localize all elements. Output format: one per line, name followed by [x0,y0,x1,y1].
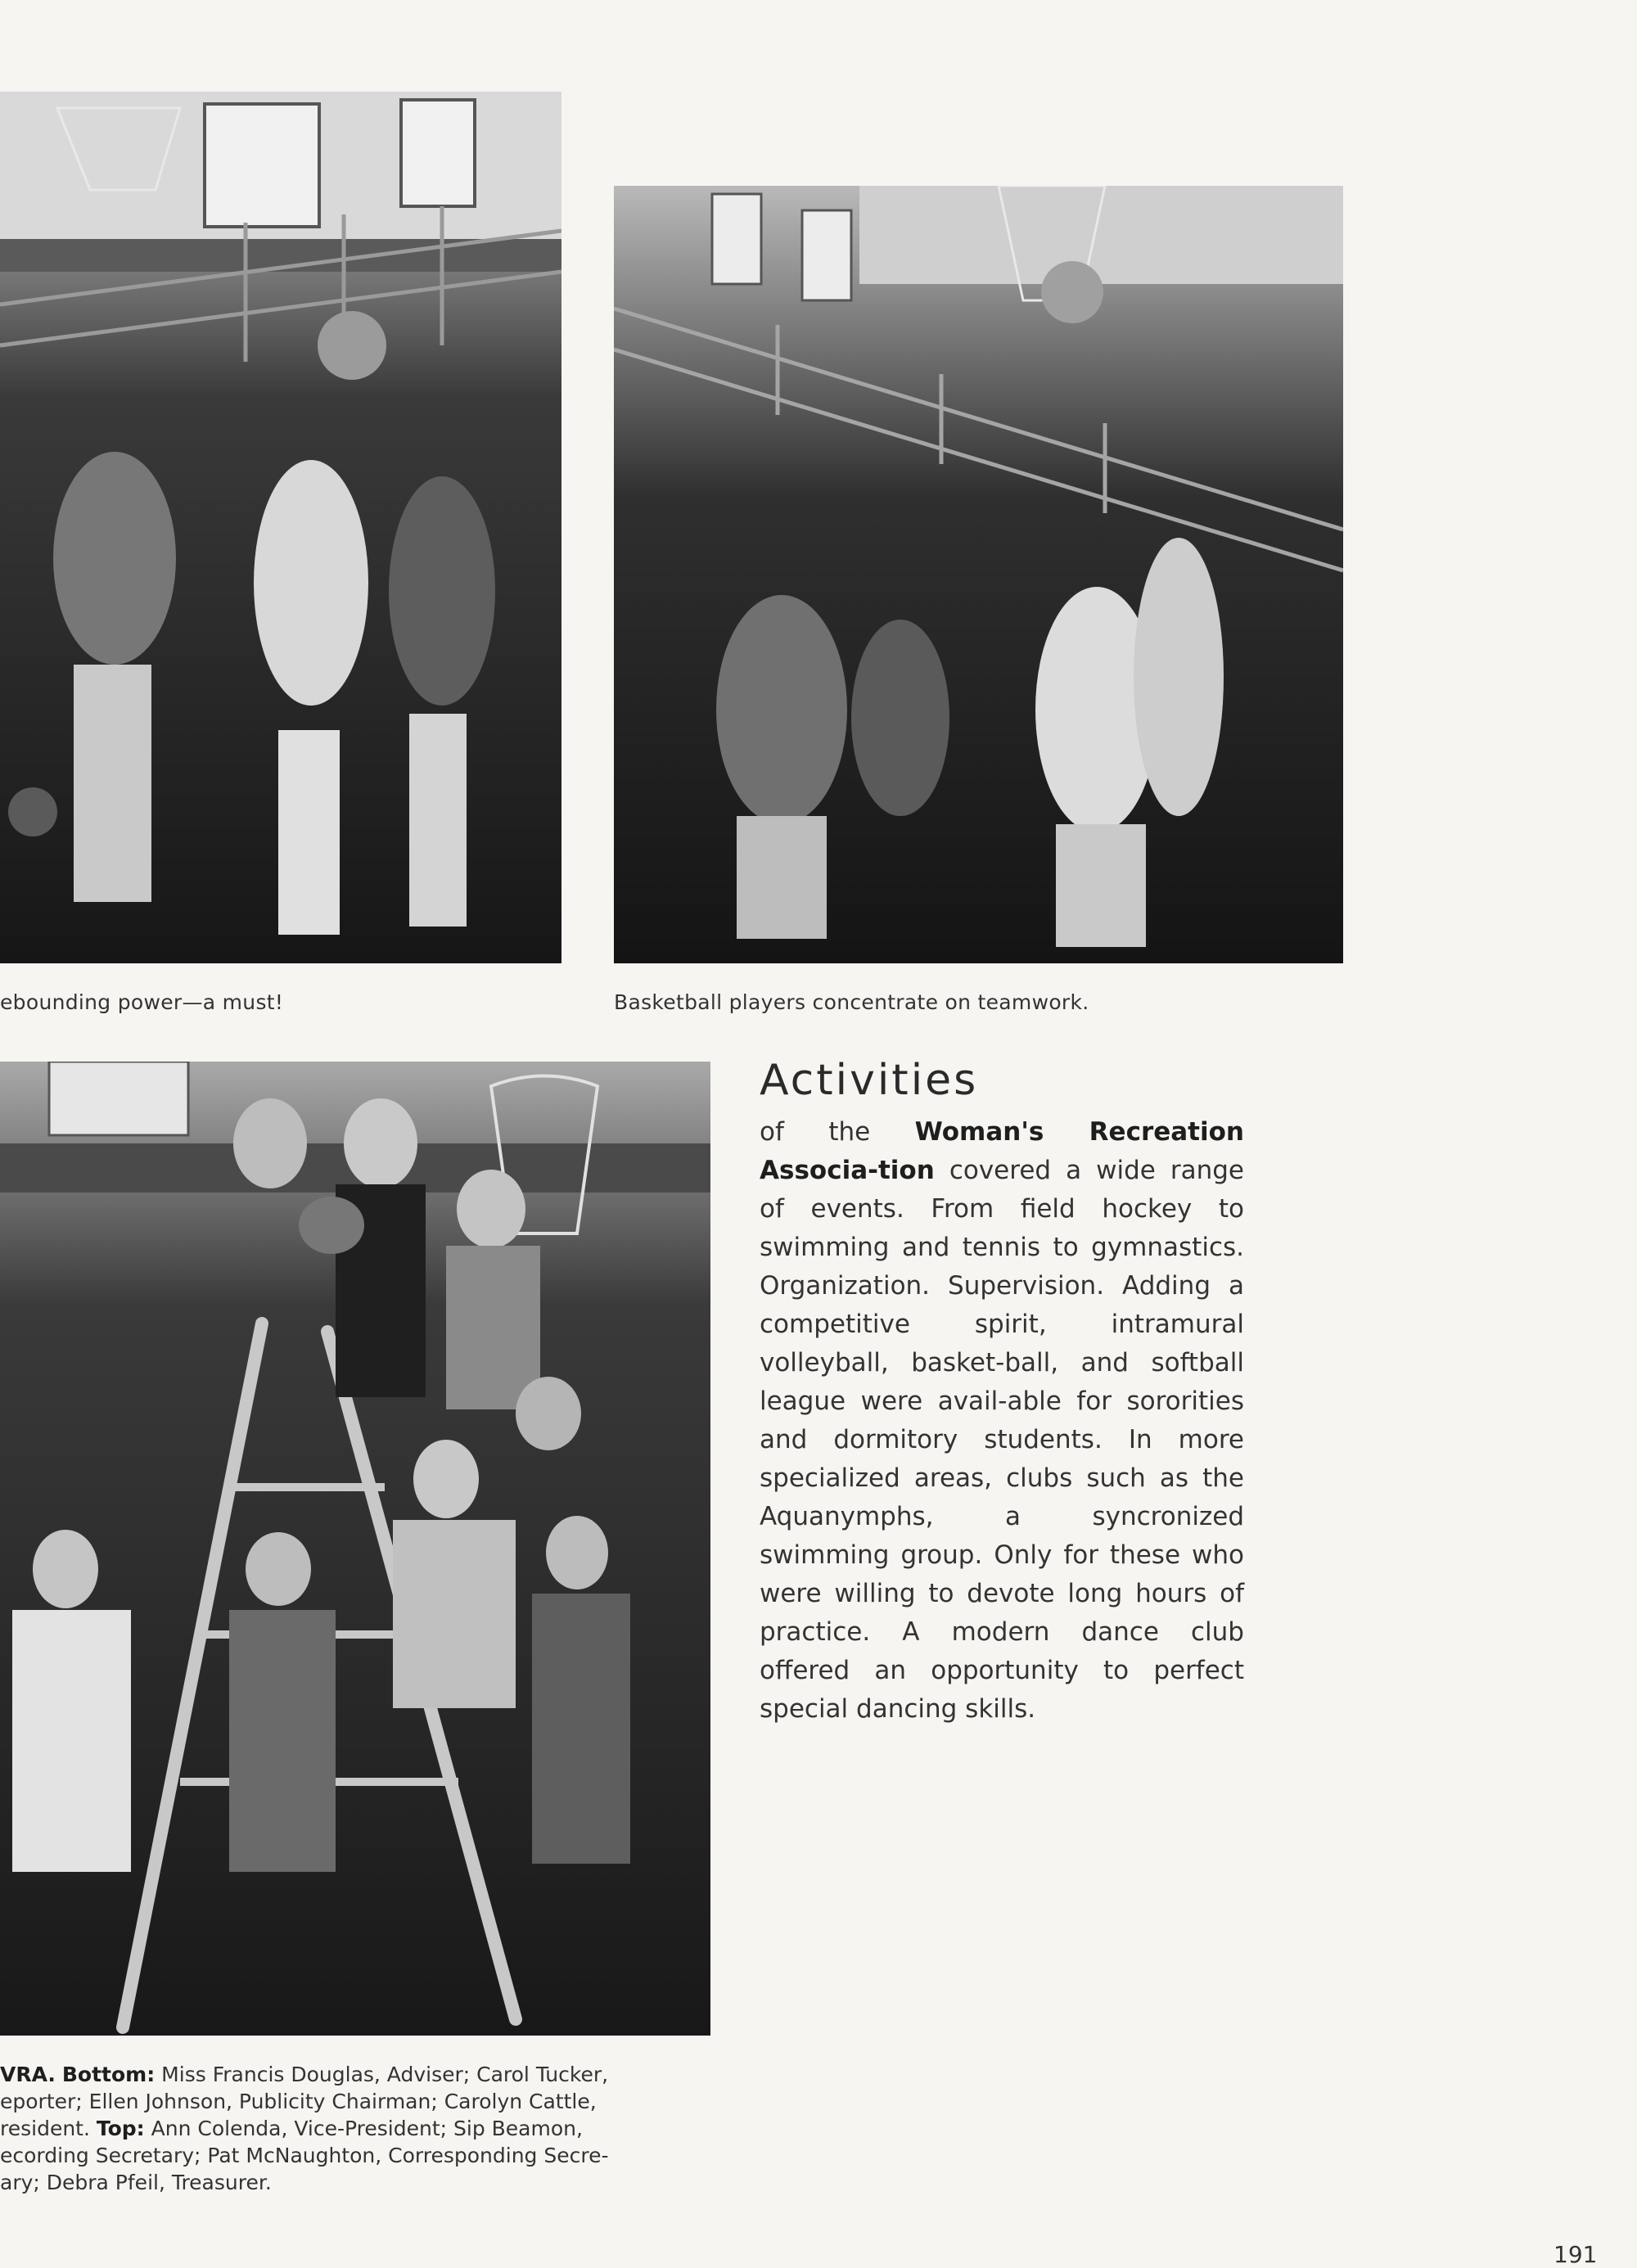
caption-rebounding: ebounding power—a must! [0,990,284,1014]
group-caption-top-names: Ann Colenda, Vice-President; Sip Beamon, ecording Secretary; Pat McNaughton, Corresponding Secre- ary; Debra Pfeil, Treasurer. [0,2117,609,2194]
activities-body [760,1113,1244,1729]
basketball-rebound-photo-icon [0,92,561,963]
caption-teamwork: Basketball players concentrate on teamwork. [614,990,1089,1014]
organization-name: Woman's Recreation Associa-tion [760,1117,1244,1185]
photo-teamwork [614,186,1343,963]
basketball-teamwork-photo-icon [614,186,1343,963]
group-caption-bottom-names: Miss Francis Douglas, Adviser; Carol Tucker, eporter; Ellen Johnson, Publicity Chairman; Carolyn Cattle, resident. [0,2063,609,2140]
group-caption-bottom-label: Bottom: [61,2063,156,2086]
photo-rebounding [0,92,561,963]
activities-heading: Activities [760,1056,979,1105]
group-caption-top-label: Top: [96,2117,145,2140]
group-caption-org: VRA. [0,2063,56,2086]
page-number: 191 [1554,2241,1598,2268]
group-caption [0,2061,710,2196]
activities-body-text: covered a wide range of events. From field hockey to swimming and tennis to gymnastics. Organization. Supervision. Adding a competitive spirit, intramural volleyball, basket-ball, and softball league were avail-able for sororities and dormitory students. In more specialized areas, clubs such as the Aquanymphs, a syncronized swimming group. Only for these who were willing to devote long hours of practice. A modern dance club offered an opportunity to perfect special dancing skills. [760,1156,1244,1724]
wra-officers-group-photo-icon [0,1062,710,2036]
activities-lead-in: of the [760,1117,915,1147]
photo-wra-group [0,1062,710,2036]
